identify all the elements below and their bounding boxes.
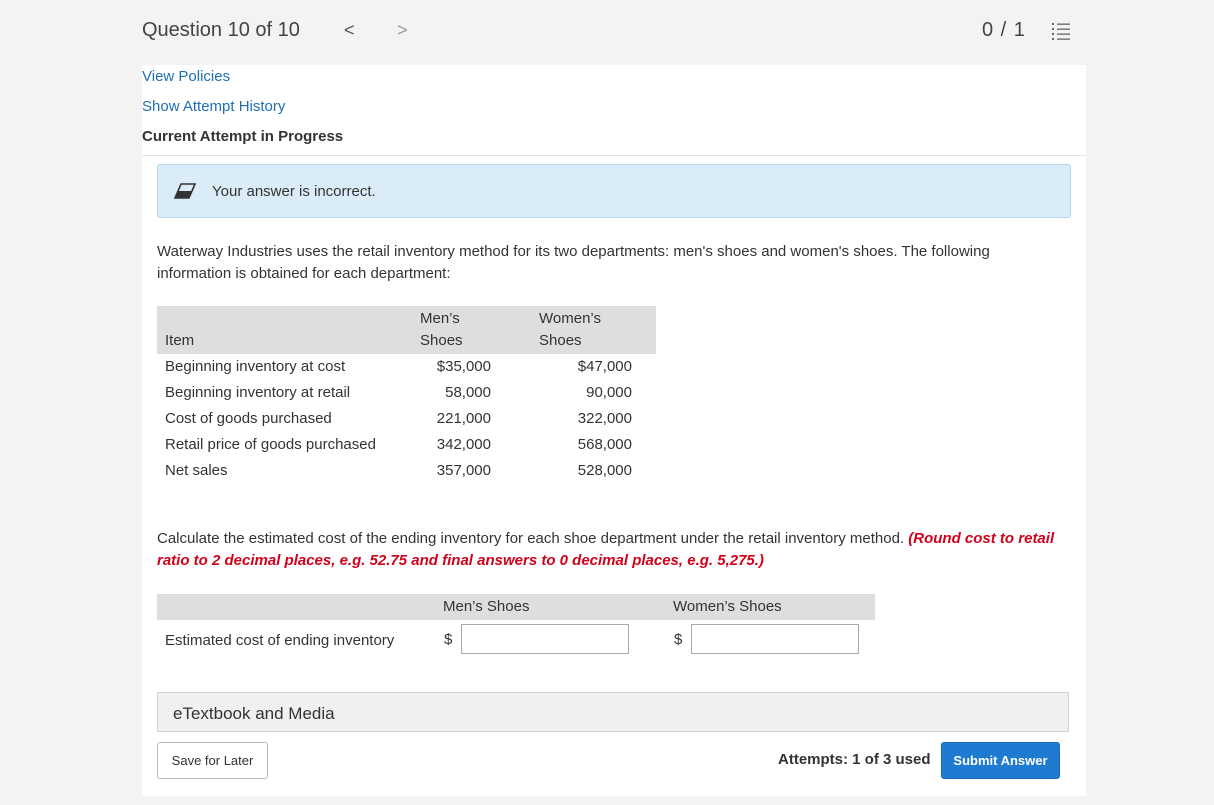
show-attempt-history-link[interactable]: Show Attempt History: [142, 98, 286, 115]
top-bar: [0, 0, 1214, 62]
row-women-value: 568,000: [577, 436, 632, 453]
row-women-value: 528,000: [577, 462, 632, 479]
score-display: 0 / 1: [982, 19, 1026, 41]
attempts-counter: Attempts: 1 of 3 used: [778, 751, 931, 768]
row-women-value: 322,000: [577, 410, 632, 427]
men-shoes-answer-input[interactable]: [461, 624, 629, 654]
view-policies-link[interactable]: View Policies: [142, 68, 231, 85]
attempt-links: [142, 65, 1086, 156]
row-men-value: 221,000: [436, 410, 491, 427]
submit-answer-button[interactable]: Submit Answer: [941, 742, 1060, 779]
women-shoes-answer-input[interactable]: [691, 624, 859, 654]
answer-header-women: Women’s Shoes: [673, 598, 782, 615]
row-women-value: 90,000: [586, 384, 632, 401]
instruction-text: Calculate the estimated cost of the ending inventory for each shoe department under the retail inventory method.: [157, 530, 909, 547]
question-panel: [142, 65, 1086, 796]
row-men-value: 58,000: [445, 384, 491, 401]
header-men-line2: Shoes: [420, 332, 463, 349]
alert-message: Your answer is incorrect.: [212, 183, 376, 200]
table-row: [157, 358, 656, 384]
etextbook-media-label: eTextbook and Media: [173, 704, 335, 723]
header-item: Item: [165, 332, 195, 349]
table-row: [157, 462, 656, 488]
numbered-list-icon[interactable]: [1050, 20, 1072, 42]
row-men-value: $35,000: [436, 358, 491, 375]
answer-table-header: [157, 594, 875, 620]
header-men-line1: Men’s: [420, 310, 460, 327]
row-item: Cost of goods purchased: [165, 410, 332, 427]
row-men-value: 342,000: [436, 436, 491, 453]
question-counter: Question 10 of 10: [142, 19, 300, 41]
header-women-line2: Shoes: [539, 332, 582, 349]
next-question-button[interactable]: >: [397, 20, 408, 40]
incorrect-answer-alert: [157, 164, 1071, 218]
save-for-later-button[interactable]: Save for Later: [157, 742, 268, 779]
table-row: [157, 436, 656, 462]
currency-symbol: $: [444, 631, 453, 648]
instructions: [157, 528, 1057, 572]
row-men-value: 357,000: [436, 462, 491, 479]
answer-row-label: Estimated cost of ending inventory: [165, 632, 395, 649]
row-women-value: $47,000: [577, 358, 632, 375]
etextbook-media-toggle[interactable]: [157, 692, 1069, 732]
answer-header-men: Men’s Shoes: [443, 598, 530, 615]
row-item: Beginning inventory at retail: [165, 384, 351, 401]
table-row: [157, 384, 656, 410]
row-item: Net sales: [165, 462, 228, 479]
eraser-icon: [174, 183, 196, 199]
row-item: Retail price of goods purchased: [165, 436, 376, 453]
data-table-header: [157, 306, 656, 354]
problem-statement: Waterway Industries uses the retail inventory method for its two departments: men's shoes and women's shoes. The following information is obtained for each department:: [157, 243, 990, 282]
current-attempt-label: Current Attempt in Progress: [142, 128, 344, 145]
row-item: Beginning inventory at cost: [165, 358, 346, 375]
currency-symbol: $: [674, 631, 683, 648]
previous-question-button[interactable]: <: [344, 20, 355, 40]
header-women-line1: Women’s: [539, 310, 601, 327]
rounding-note: (Round cost to retail ratio to 2 decimal places, e.g. 52.75 and final answers to 0 decimal places, e.g. 5,275.): [157, 530, 1055, 569]
table-row: [157, 410, 656, 436]
